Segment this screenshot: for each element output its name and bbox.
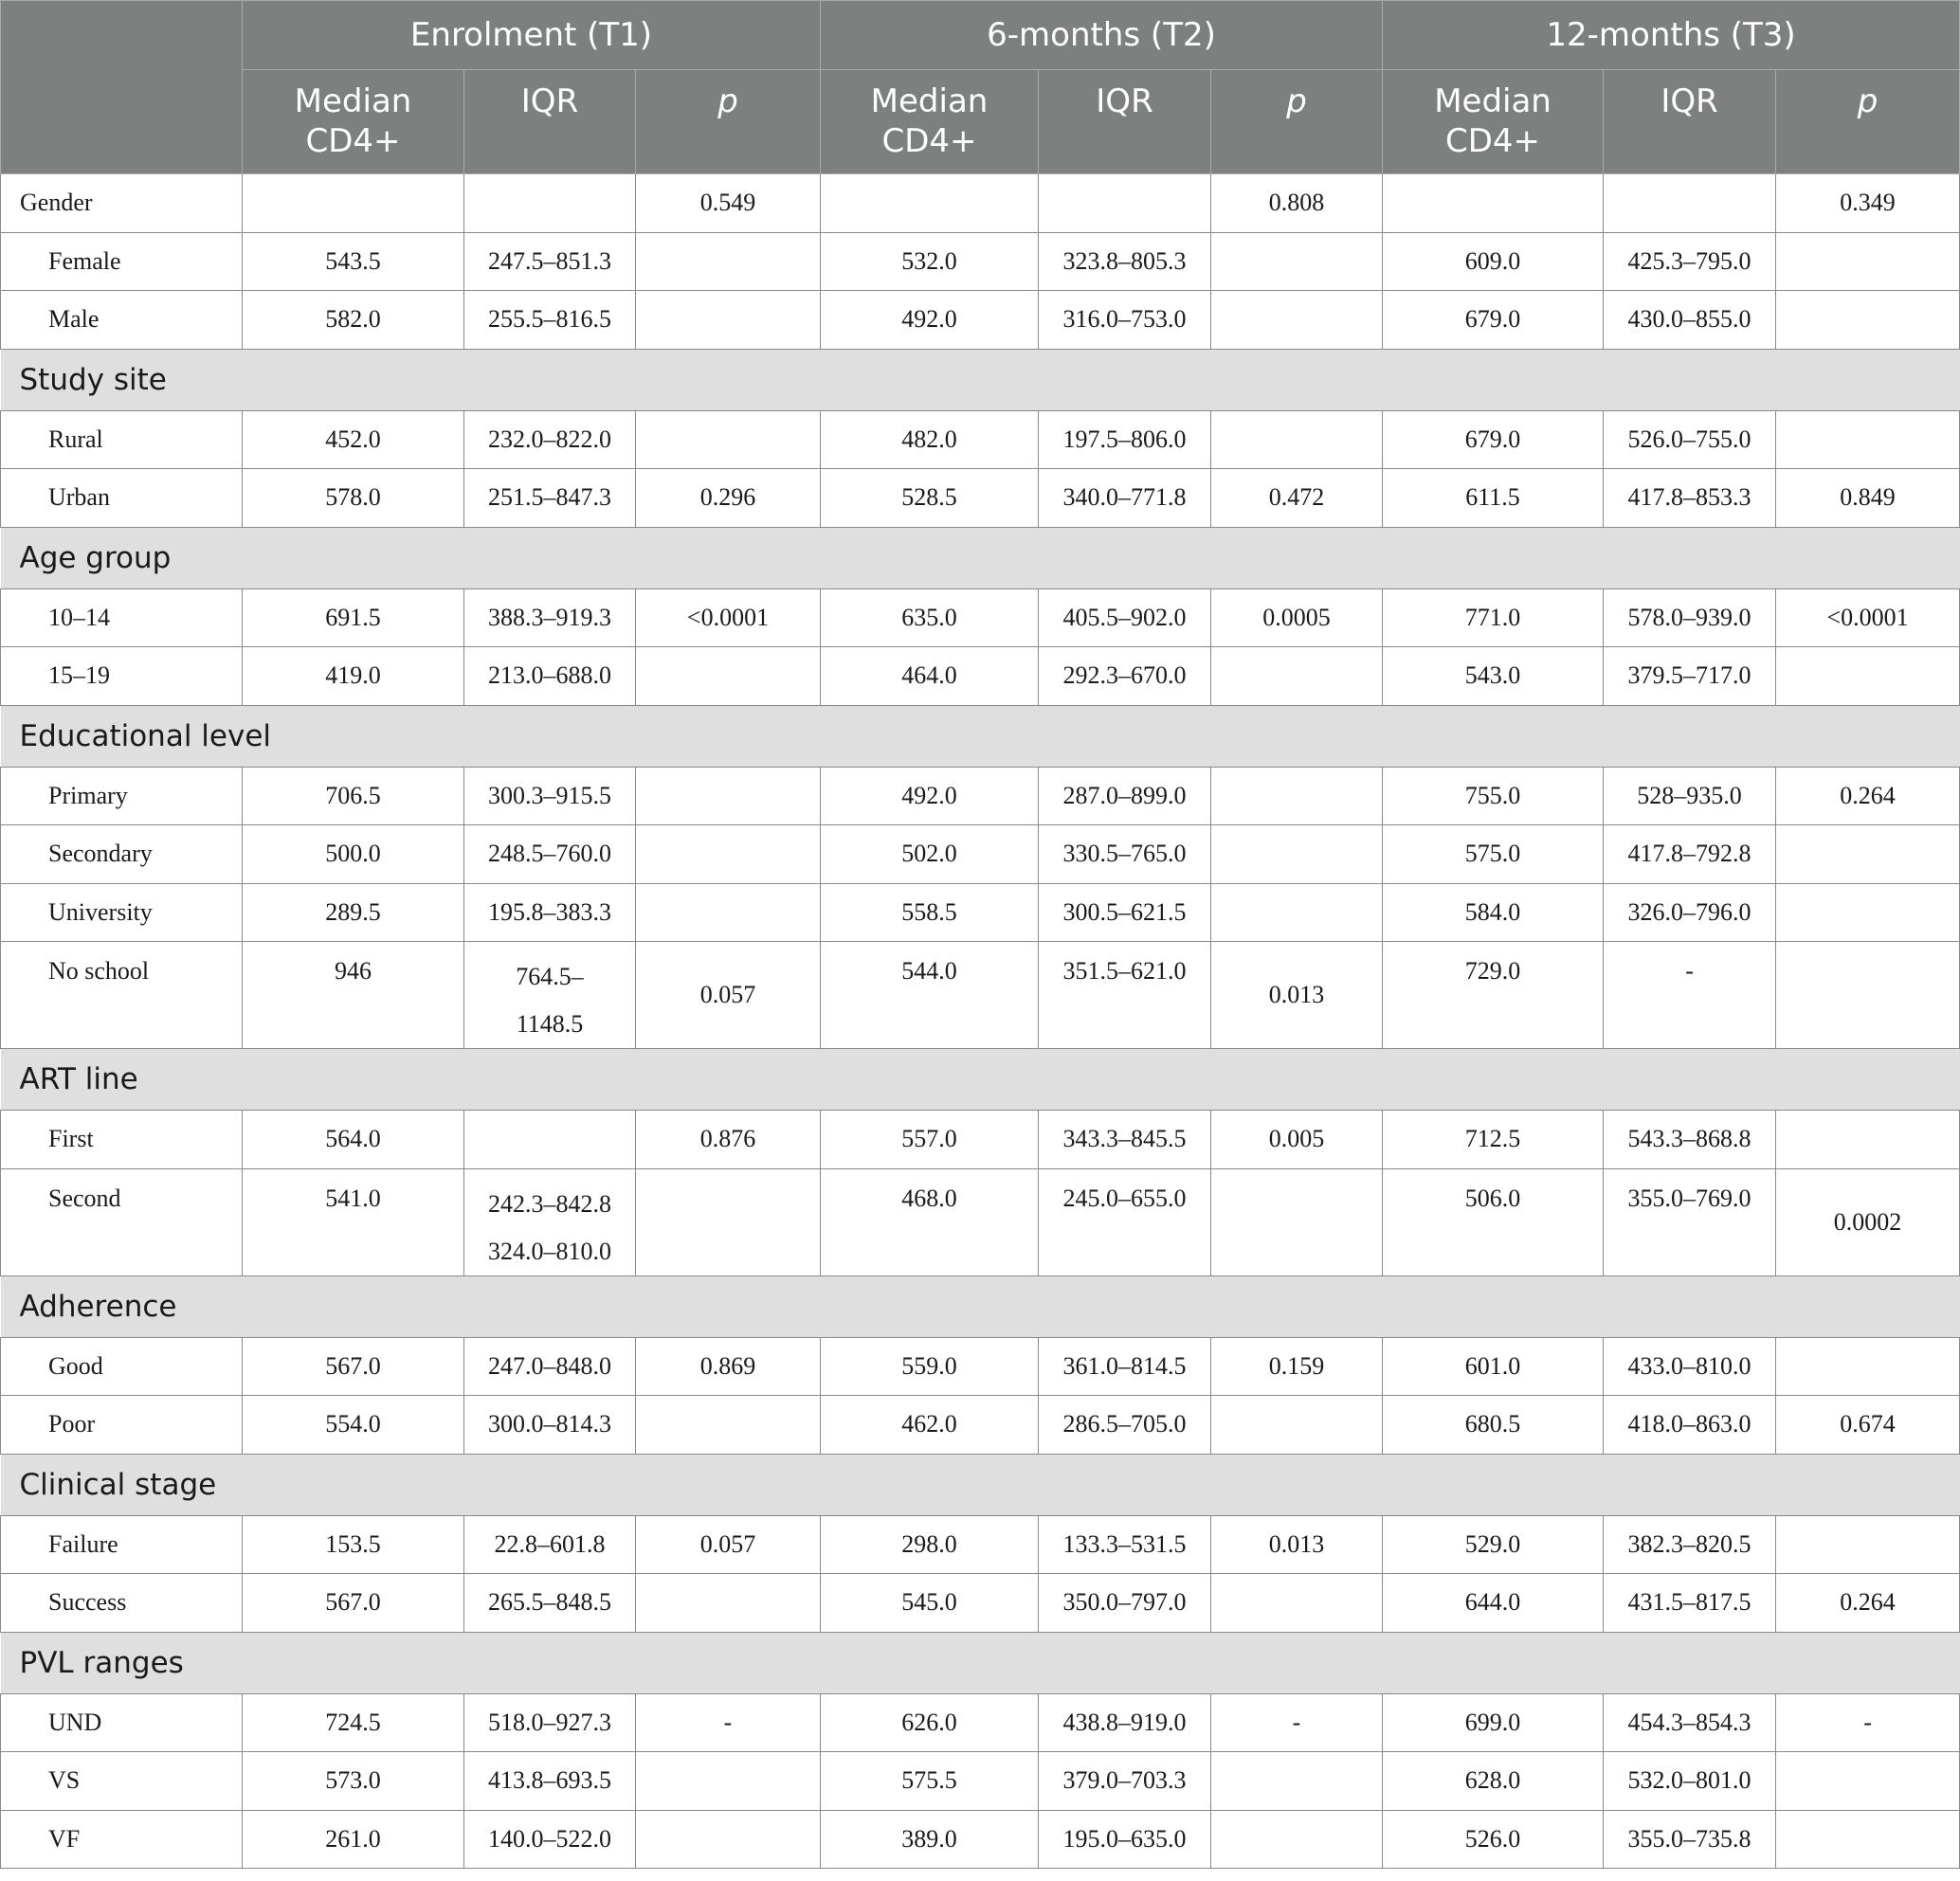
- section-label: ART line: [1, 1049, 1960, 1111]
- table-row: [1, 1574, 1960, 1633]
- cell-p: [636, 1168, 821, 1275]
- cell-iqr: 22.8–601.8: [464, 1515, 636, 1574]
- table-row: [1, 1515, 1960, 1574]
- cell-iqr: 232.0–822.0: [464, 410, 636, 469]
- cell: [1604, 174, 1776, 233]
- cell-iqr: 326.0–796.0: [1604, 883, 1776, 942]
- cell: [243, 174, 464, 233]
- cell-iqr: [464, 1111, 636, 1169]
- cell-p: [1776, 883, 1960, 942]
- table-row: [1, 174, 1960, 233]
- cell-p: [636, 767, 821, 825]
- cell-p: 0.159: [1211, 1337, 1383, 1396]
- row-label: Urban: [1, 469, 243, 528]
- cell-p: <0.0001: [1776, 588, 1960, 647]
- table-row: [1, 588, 1960, 647]
- cell-median: 462.0: [821, 1396, 1039, 1455]
- table-row: [1, 1810, 1960, 1869]
- cell-iqr: 140.0–522.0: [464, 1810, 636, 1869]
- cell-iqr: 430.0–855.0: [1604, 291, 1776, 350]
- row-label: 10–14: [1, 588, 243, 647]
- cell-iqr: 518.0–927.3: [464, 1693, 636, 1752]
- row-label: First: [1, 1111, 243, 1169]
- cell-iqr: 292.3–670.0: [1039, 647, 1211, 706]
- table-row: [1, 1111, 1960, 1169]
- cell-p: 0.876: [636, 1111, 821, 1169]
- cell-median: 724.5: [243, 1693, 464, 1752]
- cell-median: 532.0: [821, 232, 1039, 291]
- section-label: Study site: [1, 349, 1960, 410]
- section-label: Age group: [1, 527, 1960, 588]
- cell-p: [1776, 1515, 1960, 1574]
- cell-p: 0.0002: [1776, 1168, 1960, 1275]
- cell-median: 468.0: [821, 1168, 1039, 1275]
- cell-p: 0.808: [1211, 174, 1383, 233]
- cell-p: [1211, 883, 1383, 942]
- section-row: [1, 1049, 1960, 1111]
- section-row: [1, 1275, 1960, 1337]
- cell-median: 500.0: [243, 825, 464, 884]
- cell-iqr-line: 764.5–: [516, 963, 584, 990]
- cell-iqr: 340.0–771.8: [1039, 469, 1211, 528]
- cell-iqr: 195.8–383.3: [464, 883, 636, 942]
- header-p: p: [636, 70, 821, 174]
- table-row: [1, 825, 1960, 884]
- cell-median: 573.0: [243, 1752, 464, 1811]
- cell-iqr: 316.0–753.0: [1039, 291, 1211, 350]
- cell-p: 0.549: [636, 174, 821, 233]
- header-median: Median CD4+: [1383, 70, 1604, 174]
- table-body: [1, 174, 1960, 1869]
- cell-iqr: 417.8–792.8: [1604, 825, 1776, 884]
- cell-p: 0.013: [1211, 942, 1383, 1049]
- table-row: [1, 1396, 1960, 1455]
- cell-iqr: -: [1604, 942, 1776, 1049]
- cell-p: 0.057: [636, 1515, 821, 1574]
- section-row: [1, 1454, 1960, 1515]
- cell-median: 679.0: [1383, 291, 1604, 350]
- cell-p: 0.849: [1776, 469, 1960, 528]
- section-row: [1, 705, 1960, 767]
- cell-iqr: 433.0–810.0: [1604, 1337, 1776, 1396]
- table-row: [1, 1337, 1960, 1396]
- cell-p: [1211, 291, 1383, 350]
- cell-iqr: [464, 1168, 636, 1275]
- cell-median: 464.0: [821, 647, 1039, 706]
- cell-iqr: 388.3–919.3: [464, 588, 636, 647]
- row-label: Failure: [1, 1515, 243, 1574]
- cell-median: 601.0: [1383, 1337, 1604, 1396]
- cell-iqr: 351.5–621.0: [1039, 942, 1211, 1049]
- cell-p: 0.005: [1211, 1111, 1383, 1169]
- cell-median: 492.0: [821, 767, 1039, 825]
- cell-iqr: 438.8–919.0: [1039, 1693, 1211, 1752]
- row-label: Secondary: [1, 825, 243, 884]
- header-group-t3: 12-months (T3): [1383, 1, 1960, 70]
- cell-median: 575.5: [821, 1752, 1039, 1811]
- cell-median: 584.0: [1383, 883, 1604, 942]
- cell-p: [1776, 232, 1960, 291]
- cell-iqr: 355.0–735.8: [1604, 1810, 1776, 1869]
- cell-p: 0.0005: [1211, 588, 1383, 647]
- table-row: [1, 410, 1960, 469]
- cell-median: 502.0: [821, 825, 1039, 884]
- cell-median: 567.0: [243, 1337, 464, 1396]
- cell-iqr: 247.5–851.3: [464, 232, 636, 291]
- cell-iqr: 197.5–806.0: [1039, 410, 1211, 469]
- cell-median: 557.0: [821, 1111, 1039, 1169]
- cell-iqr: 265.5–848.5: [464, 1574, 636, 1633]
- cell-p: [1211, 1810, 1383, 1869]
- cell-iqr: 379.5–717.0: [1604, 647, 1776, 706]
- cell-iqr: 286.5–705.0: [1039, 1396, 1211, 1455]
- cell-median: 680.5: [1383, 1396, 1604, 1455]
- cell-iqr: 213.0–688.0: [464, 647, 636, 706]
- cell-median: 609.0: [1383, 232, 1604, 291]
- row-label: 15–19: [1, 647, 243, 706]
- row-label: Gender: [1, 174, 243, 233]
- table-row: [1, 1693, 1960, 1752]
- table-row: [1, 1168, 1960, 1275]
- cell-median: 679.0: [1383, 410, 1604, 469]
- cell-median: 635.0: [821, 588, 1039, 647]
- cell-iqr: 251.5–847.3: [464, 469, 636, 528]
- cell-p: -: [1211, 1693, 1383, 1752]
- cell-iqr: 245.0–655.0: [1039, 1168, 1211, 1275]
- cell-iqr: 361.0–814.5: [1039, 1337, 1211, 1396]
- cell-iqr-line: 1148.5: [516, 1010, 584, 1038]
- cell-median: 528.5: [821, 469, 1039, 528]
- cell-median: 492.0: [821, 291, 1039, 350]
- cell-median: 261.0: [243, 1810, 464, 1869]
- cell-median: 419.0: [243, 647, 464, 706]
- cell-p: [1776, 647, 1960, 706]
- table-row: [1, 291, 1960, 350]
- row-label: Rural: [1, 410, 243, 469]
- cell: [821, 174, 1039, 233]
- cell-iqr: 287.0–899.0: [1039, 767, 1211, 825]
- table-row: [1, 232, 1960, 291]
- cell-median: 712.5: [1383, 1111, 1604, 1169]
- cell-median: 452.0: [243, 410, 464, 469]
- header-iqr: IQR: [1604, 70, 1776, 174]
- table-row: [1, 469, 1960, 528]
- cell-iqr: 382.3–820.5: [1604, 1515, 1776, 1574]
- cell-p: [636, 825, 821, 884]
- cell-median: 543.5: [243, 232, 464, 291]
- row-label: Female: [1, 232, 243, 291]
- cell-p: [636, 647, 821, 706]
- table-header: [1, 1, 1960, 174]
- cell-median: 691.5: [243, 588, 464, 647]
- section-label: Educational level: [1, 705, 1960, 767]
- row-label: No school: [1, 942, 243, 1049]
- cell-p: 0.264: [1776, 767, 1960, 825]
- cell-p: 0.296: [636, 469, 821, 528]
- cell-p: 0.472: [1211, 469, 1383, 528]
- row-label: Poor: [1, 1396, 243, 1455]
- row-label: Primary: [1, 767, 243, 825]
- header-p: p: [1776, 70, 1960, 174]
- cell-p: [1776, 1810, 1960, 1869]
- section-row: [1, 349, 1960, 410]
- cell-median: 644.0: [1383, 1574, 1604, 1633]
- cell-iqr: 526.0–755.0: [1604, 410, 1776, 469]
- cell-iqr: 133.3–531.5: [1039, 1515, 1211, 1574]
- cell-iqr: 255.5–816.5: [464, 291, 636, 350]
- cell-iqr: 247.0–848.0: [464, 1337, 636, 1396]
- cell-median: 567.0: [243, 1574, 464, 1633]
- cell-p: <0.0001: [636, 588, 821, 647]
- table-row: [1, 647, 1960, 706]
- cell-p: [636, 291, 821, 350]
- cell-iqr: 195.0–635.0: [1039, 1810, 1211, 1869]
- cell-iqr: 405.5–902.0: [1039, 588, 1211, 647]
- table-row: [1, 942, 1960, 1049]
- cell-median: 544.0: [821, 942, 1039, 1049]
- cell-p: 0.264: [1776, 1574, 1960, 1633]
- cell-p: [636, 1574, 821, 1633]
- cell-median: 729.0: [1383, 942, 1604, 1049]
- row-label: Second: [1, 1168, 243, 1275]
- cell-p: 0.057: [636, 942, 821, 1049]
- cell-p: [1211, 767, 1383, 825]
- cell-p: [1211, 1574, 1383, 1633]
- cell-iqr: 417.8–853.3: [1604, 469, 1776, 528]
- cell-p: [636, 1396, 821, 1455]
- cell-p: [636, 410, 821, 469]
- header-iqr: IQR: [464, 70, 636, 174]
- cell-iqr: 532.0–801.0: [1604, 1752, 1776, 1811]
- cell-median: 564.0: [243, 1111, 464, 1169]
- cell-iqr: 578.0–939.0: [1604, 588, 1776, 647]
- cell-p: -: [1776, 1693, 1960, 1752]
- cell-iqr: 379.0–703.3: [1039, 1752, 1211, 1811]
- cell-p: -: [636, 1693, 821, 1752]
- header-group-t1: Enrolment (T1): [243, 1, 821, 70]
- table-row: [1, 883, 1960, 942]
- cell-p: [636, 232, 821, 291]
- cell-median: 699.0: [1383, 1693, 1604, 1752]
- table-row: [1, 1752, 1960, 1811]
- cell-iqr: 528–935.0: [1604, 767, 1776, 825]
- header-iqr: IQR: [1039, 70, 1211, 174]
- cell-median: 482.0: [821, 410, 1039, 469]
- cell-iqr: 300.0–814.3: [464, 1396, 636, 1455]
- cell-iqr-line: 242.3–842.8: [488, 1189, 611, 1218]
- cell-iqr: 343.3–845.5: [1039, 1111, 1211, 1169]
- cell-p: 0.674: [1776, 1396, 1960, 1455]
- row-label: UND: [1, 1693, 243, 1752]
- row-label: VF: [1, 1810, 243, 1869]
- section-label: Clinical stage: [1, 1454, 1960, 1515]
- cell-p: [1776, 410, 1960, 469]
- cell-p: [636, 1810, 821, 1869]
- cell-iqr: 300.3–915.5: [464, 767, 636, 825]
- row-label: University: [1, 883, 243, 942]
- cell-iqr: [464, 942, 636, 1049]
- cell-p: [1211, 410, 1383, 469]
- cell-p: [1211, 1396, 1383, 1455]
- cell-iqr-line: 324.0–810.0: [488, 1237, 611, 1265]
- cell-iqr: 418.0–863.0: [1604, 1396, 1776, 1455]
- cell-p: 0.013: [1211, 1515, 1383, 1574]
- cell-iqr: 248.5–760.0: [464, 825, 636, 884]
- cell-median: 946: [243, 942, 464, 1049]
- header-group-t2: 6-months (T2): [821, 1, 1383, 70]
- cell-median: 558.5: [821, 883, 1039, 942]
- section-row: [1, 527, 1960, 588]
- cell-p: 0.349: [1776, 174, 1960, 233]
- cell-p: [1776, 1111, 1960, 1169]
- header-corner: [1, 1, 243, 174]
- cell-median: 582.0: [243, 291, 464, 350]
- cell-p: [636, 883, 821, 942]
- header-median: Median CD4+: [243, 70, 464, 174]
- cell-median: 611.5: [1383, 469, 1604, 528]
- cell: [464, 174, 636, 233]
- cell-median: 289.5: [243, 883, 464, 942]
- cell-median: 626.0: [821, 1693, 1039, 1752]
- cell-median: 529.0: [1383, 1515, 1604, 1574]
- row-label: Good: [1, 1337, 243, 1396]
- cell-median: 554.0: [243, 1396, 464, 1455]
- cell-median: 559.0: [821, 1337, 1039, 1396]
- cell-p: [1776, 291, 1960, 350]
- section-row: [1, 1632, 1960, 1693]
- cell-iqr: 330.5–765.0: [1039, 825, 1211, 884]
- cell-p: [1211, 232, 1383, 291]
- cell-median: 506.0: [1383, 1168, 1604, 1275]
- cell-p: [1211, 825, 1383, 884]
- cell-iqr: 543.3–868.8: [1604, 1111, 1776, 1169]
- cell-p: [1211, 1752, 1383, 1811]
- cell-iqr: 431.5–817.5: [1604, 1574, 1776, 1633]
- cell-iqr: 454.3–854.3: [1604, 1693, 1776, 1752]
- cell-median: 755.0: [1383, 767, 1604, 825]
- cell-p: [1776, 1337, 1960, 1396]
- header-p: p: [1211, 70, 1383, 174]
- cell-p: [1776, 825, 1960, 884]
- cell-p: [636, 1752, 821, 1811]
- cell-median: 575.0: [1383, 825, 1604, 884]
- cell-iqr: 355.0–769.0: [1604, 1168, 1776, 1275]
- cell-median: 706.5: [243, 767, 464, 825]
- cell-p: [1776, 1752, 1960, 1811]
- cell-p: [1211, 647, 1383, 706]
- cell-median: 578.0: [243, 469, 464, 528]
- cell-median: 541.0: [243, 1168, 464, 1275]
- row-label: VS: [1, 1752, 243, 1811]
- cell-iqr: 413.8–693.5: [464, 1752, 636, 1811]
- cell-median: 298.0: [821, 1515, 1039, 1574]
- cell: [1039, 174, 1211, 233]
- cell-median: 628.0: [1383, 1752, 1604, 1811]
- cell-p: [1776, 942, 1960, 1049]
- row-label: Male: [1, 291, 243, 350]
- cell-median: 526.0: [1383, 1810, 1604, 1869]
- cell-iqr: 300.5–621.5: [1039, 883, 1211, 942]
- table-row: [1, 767, 1960, 825]
- cell-median: 153.5: [243, 1515, 464, 1574]
- cell: [1383, 174, 1604, 233]
- cell-iqr: 350.0–797.0: [1039, 1574, 1211, 1633]
- row-label: Success: [1, 1574, 243, 1633]
- cell-median: 543.0: [1383, 647, 1604, 706]
- cell-median: 771.0: [1383, 588, 1604, 647]
- cell-p: [1211, 1168, 1383, 1275]
- cell-median: 545.0: [821, 1574, 1039, 1633]
- section-label: PVL ranges: [1, 1632, 1960, 1693]
- cell-p: 0.869: [636, 1337, 821, 1396]
- header-median: Median CD4+: [821, 70, 1039, 174]
- section-label: Adherence: [1, 1275, 1960, 1337]
- cell-iqr: 323.8–805.3: [1039, 232, 1211, 291]
- cell-iqr: 425.3–795.0: [1604, 232, 1776, 291]
- cell-median: 389.0: [821, 1810, 1039, 1869]
